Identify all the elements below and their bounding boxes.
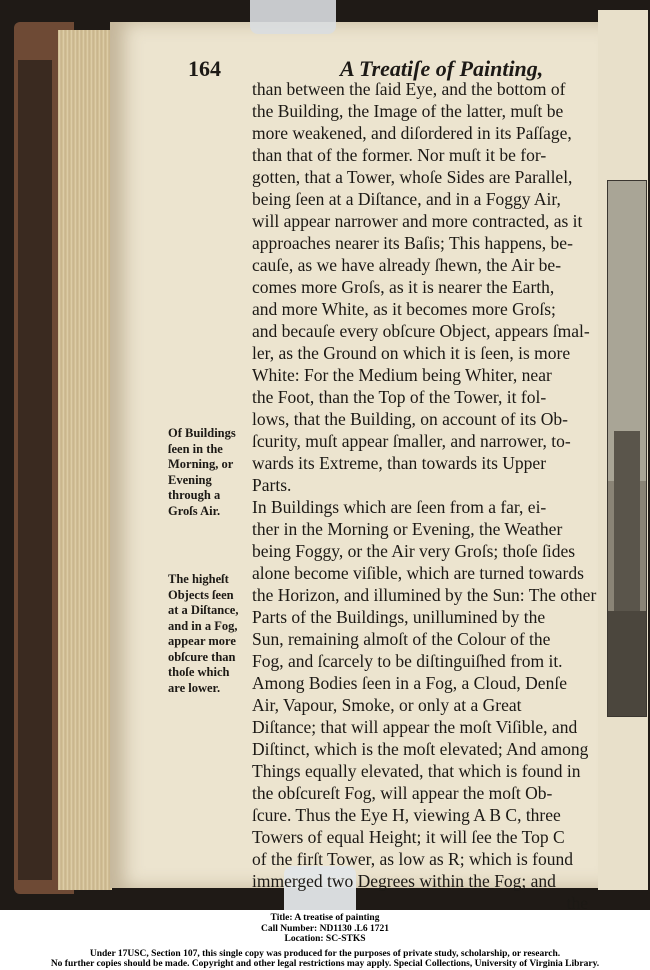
margin-note-line: at a Diſtance, [168, 603, 239, 617]
text-line: than that of the former. Nor muſt it be for- [252, 145, 547, 165]
text-line: than between the ſaid Eye, and the bottom of [252, 79, 566, 99]
text-line: Diſtinct, which is the moſt elevated; And among [252, 739, 589, 759]
text-line: wards its Extreme, than towards its Upper [252, 453, 547, 473]
text-line: Sun, remaining almoſt of the Colour of the [252, 629, 551, 649]
margin-note-highest-objects [168, 572, 248, 696]
text-line: ther in the Morning or Evening, the Weather [252, 519, 563, 539]
text-line: gotten, that a Tower, whoſe Sides are Parallel, [252, 167, 573, 187]
margin-note-line: obſcure than [168, 649, 236, 664]
text-line: Towers of equal Height; it will ſee the Top C [252, 827, 565, 847]
running-head: A Treatiſe of Painting, [340, 56, 544, 81]
text-line: approaches nearer its Baſis; This happens, be- [252, 233, 573, 253]
text-line: the [566, 893, 588, 910]
margin-note-line: thoſe which [168, 665, 230, 679]
text-line: more weakened, and diſordered in its Paſſage, [252, 123, 572, 143]
margin-note-line: Of Buildings [168, 426, 236, 440]
margin-note-line: The higheſt [168, 572, 229, 586]
margin-note-line: and in a Fog, [168, 618, 238, 633]
text-line: and more White, as it becomes more Groſs; [252, 299, 556, 319]
text-line: the Horizon, and illumined by the Sun: The other [252, 585, 597, 605]
margin-note-line: Evening [168, 472, 212, 487]
text-line: being Foggy, or the Air very Groſs; thoſe ſides [252, 541, 576, 561]
footer-location: Location: SC-STKS [284, 934, 366, 944]
margin-note-buildings [168, 426, 248, 519]
text-line: Parts. [252, 475, 292, 495]
text-line: lows, that the Building, on account of its Ob- [252, 409, 568, 429]
margin-note-line: Morning, or [168, 457, 234, 471]
text-line: Air, Vapour, Smoke, or only at a Great [252, 695, 522, 715]
text-line: alone become viſible, which are turned towards [252, 563, 584, 583]
page-edges [58, 30, 112, 890]
text-line: ſcure. Thus the Eye H, viewing A B C, three [252, 805, 561, 825]
footer-title: Title: A treatise of painting [270, 913, 380, 923]
text-line: the Foot, than the Top of the Tower, it fol- [252, 387, 547, 407]
library-footer [0, 910, 650, 969]
text-line: ſcurity, muſt appear ſmaller, and narrower, to- [252, 431, 571, 451]
body-text [252, 78, 597, 910]
text-line: being ſeen at a Diſtance, and in a Foggy Air, [252, 189, 561, 209]
footer-call-number: Call Number: ND1130 .L6 1721 [261, 923, 389, 934]
margin-note-line: Groſs Air. [168, 503, 221, 518]
text-line: ler, as the Ground on which it is ſeen, is more [252, 343, 571, 363]
margin-note-line: appear more [168, 634, 236, 648]
text-line: the obſcureſt Fog, will appear the moſt Ob- [252, 783, 553, 803]
text-line: cauſe, as we have already ſhewn, the Air be- [252, 255, 562, 275]
text-line: Diſtance; that will appear the moſt Viſible, and [252, 717, 578, 737]
text-line: and becauſe every obſcure Object, appears ſmal- [252, 321, 590, 341]
text-line: In Buildings which are ſeen from a far, ei- [252, 497, 547, 517]
margin-note-line: Objects ſeen [168, 587, 234, 602]
facing-page-engraving [607, 180, 647, 717]
text-line: Things equally elevated, that which is found in [252, 761, 581, 781]
text-line: immerged two Degrees within the Fog; and [252, 871, 556, 891]
footer-notice-line-2: No further copies should be made. Copyright and other legal restrictions may apply. Special Collections, University of Virginia Library. [50, 959, 600, 969]
margin-note-line: through a [168, 488, 221, 502]
margin-note-line: are lower. [168, 680, 221, 695]
text-line: Parts of the Buildings, unillumined by the [252, 607, 546, 627]
text-line: Among Bodies ſeen in a Fog, a Cloud, Denſe [252, 673, 567, 693]
footer-notice-line-1: Under 17USC, Section 107, this single copy was produced for the purposes of private study, scholarship, or research. [89, 948, 561, 959]
book-clip-top [250, 0, 336, 34]
text-line: White: For the Medium being Whiter, near [252, 365, 552, 385]
text-line: will appear narrower and more contracted, as it [252, 211, 583, 231]
engraving-ground [608, 611, 646, 716]
book-spine-shadow [18, 60, 52, 880]
text-line: of the firſt Tower, as low as R; which is found [252, 849, 573, 869]
text-line: Fog, and ſcarcely to be diſtinguiſhed from it. [252, 651, 563, 671]
engraving-tower [614, 431, 640, 641]
page-number: 164 [188, 56, 221, 81]
text-line: the Building, the Image of the latter, muſt be [252, 101, 564, 121]
text-line: comes more Groſs, as it is nearer the Earth, [252, 277, 555, 297]
margin-note-line: ſeen in the [168, 441, 223, 456]
